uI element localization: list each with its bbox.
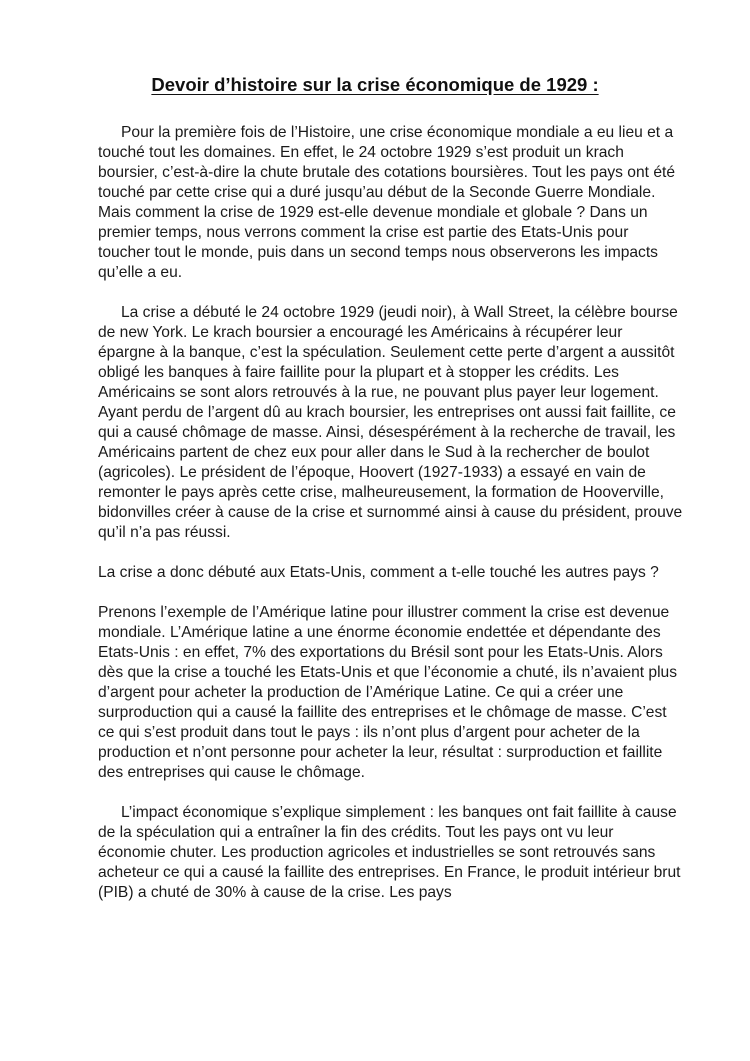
paragraph-introduction: Pour la première fois de l’Histoire, une crise économique mondiale a eu lieu et a touché tout les domaines. En effet, le 24 octobre 1929 s’est produit un krach boursier, c’est-à-dire la chute brutale des cotations boursières. Tout les pays ont été touché par cette crise qui a duré jusqu’au début de la Seconde Guerre Mondiale. Mais comment la crise de 1929 est-elle devenue mondiale et globale ? Dans un premier temps, nous verrons comment la crise est partie des Etats-Unis pour toucher tout le monde, puis dans un second temps nous observerons les impacts qu’elle a eu. <box>98 124 675 281</box>
paragraph-wall-street: La crise a débuté le 24 octobre 1929 (jeudi noir), à Wall Street, la célèbre bourse de new York. Le krach boursier a encouragé les Américains à récupérer leur épargne à la banque, c’est la spéculation. Seulement cette perte d’argent a aussitôt obligé les banques à faire faillite pour la plupart et à stopper les crédits. Les Américains se sont alors retrouvés à la rue, ne pouvant plus payer leur logement. Ayant perdu de l’argent dû au krach boursier, les entreprises ont aussi fait faillite, ce qui a causé chômage de masse. Ainsi, désespérément à la recherche de travail, les Américains partent de chez eux pour aller dans le Sud à la rechercher de boulot (agricoles). Le président de l’époque, Hoovert (1927-1933) a essayé en vain de remonter le pays après cette crise, malheureusement, la formation de Hooverville, bidonvilles créer à cause de la crise et surnommé ainsi à cause du président, prouve qu’il n’a pas réussi. <box>98 304 683 541</box>
paragraph-economic-impact: L’impact économique s’explique simplement : les banques ont fait faillite à cause de la spéculation qui a entraîner la fin des crédits. Tout les pays ont vu leur économie chuter. Les production agricoles et industrielles se sont retrouvés sans acheteur ce qui a causé la faillite des entreprises. En France, le produit intérieur brut (PIB) a chuté de 30% à cause de la crise. Les pays <box>98 804 681 901</box>
paragraph-transition: La crise a donc débuté aux Etats-Unis, comment a t-elle touché les autres pays ? <box>98 564 659 581</box>
paragraph-latin-america: Prenons l’exemple de l’Amérique latine pour illustrer comment la crise est devenue mondiale. L’Amérique latine a une énorme économie endettée et dépendante des Etats-Unis : en effet, 7% des exportations du Brésil sont pour les Etats-Unis. Alors dès que la crise a touché les Etats-Unis et que l’économie a chuté, ils n’avaient plus d’argent pour acheter la production de l’Amérique Latine. Ce qui a créer une surproduction qui a causé la faillite des entreprises et le chômage de masse. C’est ce qui s’est produit dans tout le pays : ils n’ont plus d’argent pour acheter de la production et n’ont personne pour acheter la leur, résultat : surproduction et faillite des entreprises qui cause le chômage. <box>98 604 678 781</box>
document-title: Devoir d’histoire sur la crise économique de 1929 : <box>151 74 599 95</box>
document-body <box>98 123 683 923</box>
